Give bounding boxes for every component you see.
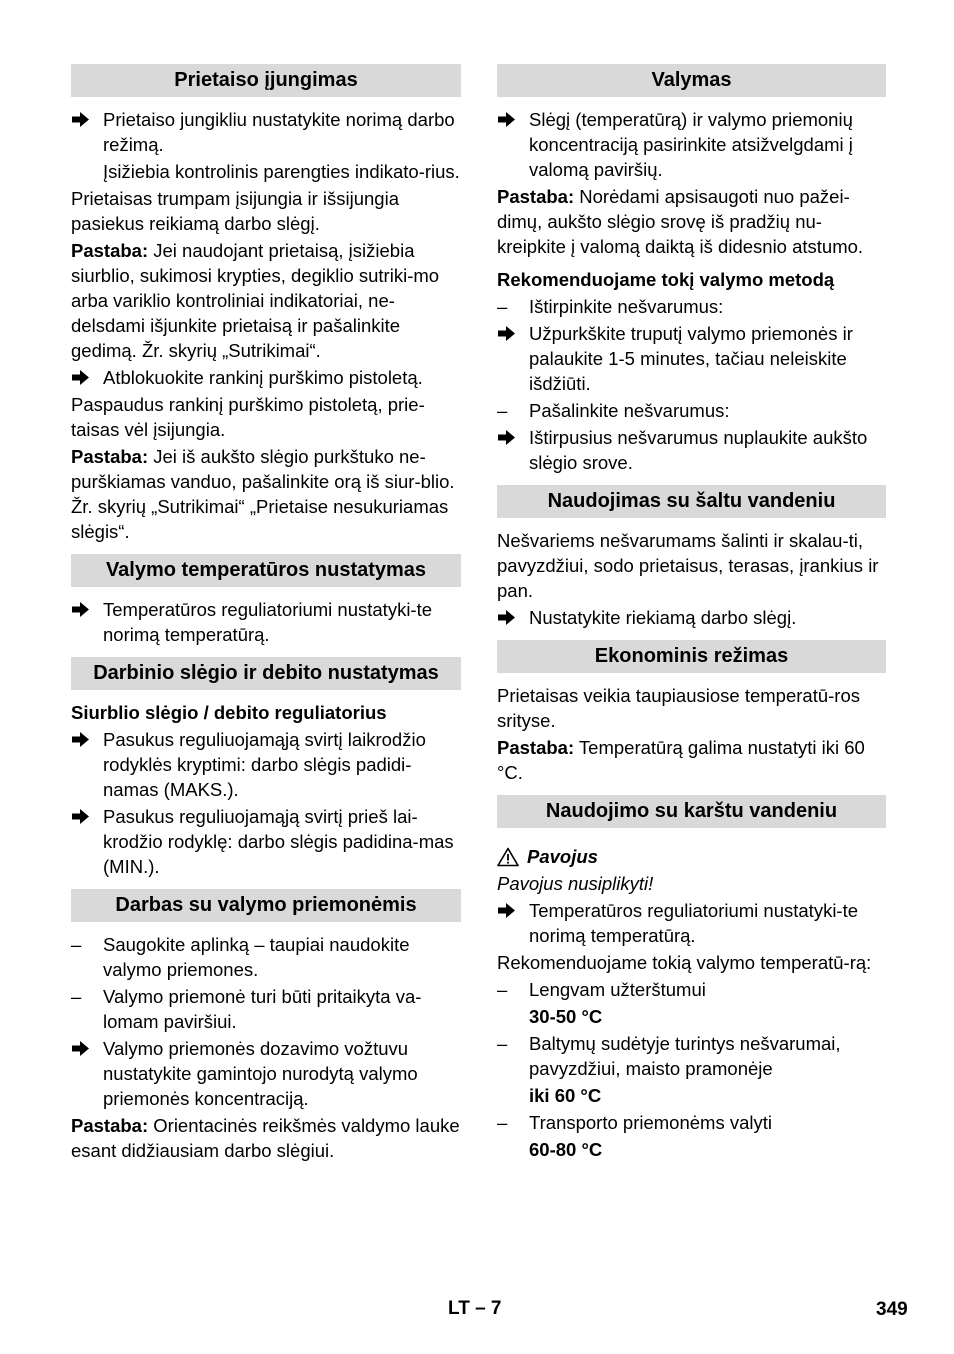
arrow-right-icon (497, 425, 529, 475)
note-paragraph: Pastaba: Orientacinės reikšmės valdymo lauke esant didžiausiam darbo slėgiui. (71, 1115, 460, 1161)
dash-bullet: – (497, 1033, 508, 1054)
temperature-value: 60-80 °C (529, 1139, 603, 1160)
left-column (71, 64, 461, 1165)
instruction-item: Pasukus reguliuojamąją svirtį laikrodžio rodyklės kryptimi: darbo slėgis padidi-namas (MAKS.). (71, 727, 461, 802)
paragraph: Paspaudus rankinį purškimo pistoletą, prie-taisas vėl įsijungia. (71, 394, 425, 440)
dash-bullet: – (497, 979, 508, 1000)
instruction-item: Ištirpusius nešvarumus nuplaukite aukšto slėgio srove. (497, 425, 886, 475)
dash-item: – Valymo priemonė turi būti pritaikyta va-lomam paviršiui. (71, 986, 422, 1032)
dash-bullet: – (497, 1112, 508, 1133)
danger-warning: Pavojus (497, 844, 886, 869)
arrow-right-icon (497, 107, 529, 182)
dash-bullet: – (497, 400, 508, 421)
instruction-item: Valymo priemonės dozavimo vožtuvu nustatykite gamintojo nurodytą valymo priemonės koncentraciją. (71, 1036, 461, 1111)
dash-item: – Baltymų sudėtyje turintys nešvarumai, pavyzdžiui, maisto pramonėje (497, 1033, 841, 1079)
arrow-right-icon (497, 605, 529, 630)
arrow-right-icon (71, 107, 103, 157)
arrow-right-icon (71, 597, 103, 647)
note-paragraph: Pastaba: Jei iš aukšto slėgio purkštuko ne-purškiamas vanduo, pašalinkite orą iš siur-blio. Žr. skyrių „Sutrikimai“ „Prietaise nesukuriamas slėgis“. (71, 446, 455, 542)
arrow-right-icon (71, 727, 103, 802)
subheading: Siurblio slėgio / debito reguliatorius (71, 702, 387, 723)
paragraph: Prietaisas trumpam įsijungia ir išsijungia pasiekus reikiamą darbo slėgį. (71, 188, 399, 234)
note-paragraph: Pastaba: Norėdami apsisaugoti nuo pažei-dimų, aukšto slėgio srovę iš pradžių nu-kreipkite į valomą daiktą iš didesnio atstumo. (497, 186, 864, 257)
instruction-item: Temperatūros reguliatoriumi nustatyki-te norimą temperatūrą. (497, 898, 886, 948)
dash-bullet: – (71, 986, 82, 1007)
instruction-item: Atblokuokite rankinį purškimo pistoletą. (71, 365, 461, 390)
arrow-right-icon (497, 898, 529, 948)
instruction-item: Slėgį (temperatūrą) ir valymo priemonių koncentraciją pasirinkite atsižvelgdami į valomą paviršių. (497, 107, 886, 182)
paragraph: Prietaisas veikia taupiausiose temperatū-ros srityse. (497, 685, 860, 731)
arrow-right-icon (71, 1036, 103, 1111)
instruction-item: Užpurkškite truputį valymo priemonės ir palaukite 1-5 minutes, tačiau neleiskite išdžiūti. (497, 321, 886, 396)
section-title-cleaning: Valymas (497, 64, 886, 97)
instruction-item: Prietaiso jungikliu nustatykite norimą darbo režimą. (71, 107, 461, 157)
dash-item: – Saugokite aplinką – taupiai naudokite valymo priemones. (71, 934, 410, 980)
section-title-cleaning-temperature: Valymo temperatūros nustatymas (71, 554, 461, 587)
subheading: Rekomenduojame tokį valymo metodą (497, 269, 835, 290)
arrow-right-icon (71, 804, 103, 879)
section-title-hot-water: Naudojimo su karštu vandeniu (497, 795, 886, 828)
temperature-value: 30-50 °C (529, 1006, 603, 1027)
indicator-note: Įsižiebia kontrolinis parengties indikato-rius. (103, 161, 460, 182)
dash-bullet: – (497, 296, 508, 317)
section-title-device-power-on: Prietaiso įjungimas (71, 64, 461, 97)
warning-text: Pavojus nusiplikyti! (497, 873, 654, 894)
dash-item: – Lengvam užterštumui (497, 979, 706, 1000)
dash-item: – Transporto priemonėms valyti (497, 1112, 772, 1133)
paragraph: Rekomenduojame tokią valymo temperatū-rą: (497, 952, 872, 973)
section-title-eco-mode: Ekonominis režimas (497, 640, 886, 673)
dash-item: – Ištirpinkite nešvarumus: (497, 296, 724, 317)
instruction-item: Nustatykite riekiamą darbo slėgį. (497, 605, 886, 630)
section-title-cold-water: Naudojimas su šaltu vandeniu (497, 485, 886, 518)
note-paragraph: Pastaba: Temperatūrą galima nustatyti iki 60 °C. (497, 737, 865, 783)
warning-triangle-icon (497, 847, 519, 867)
footer-language-page: LT – 7 (448, 1298, 502, 1319)
temperature-value: iki 60 °C (529, 1085, 602, 1106)
section-title-pressure-flow: Darbinio slėgio ir debito nustatymas (71, 657, 461, 690)
right-column (497, 64, 886, 1164)
page-number: 349 (876, 1299, 908, 1320)
section-title-detergents: Darbas su valymo priemonėmis (71, 889, 461, 922)
instruction-item: Temperatūros reguliatoriumi nustatyki-te norimą temperatūrą. (71, 597, 461, 647)
note-paragraph: Pastaba: Jei naudojant prietaisą, įsižiebia siurblio, sukimosi krypties, degiklio sutriki-mo arba variklio kontroliniai indikatoriai, ne-delsdami išjunkite prietaisą ir pašalinkite gedimą. Žr. skyrių „Sutrikimai“. (71, 240, 440, 361)
dash-item: – Pašalinkite nešvarumus: (497, 400, 730, 421)
arrow-right-icon (497, 321, 529, 396)
dash-bullet: – (71, 934, 82, 955)
paragraph: Nešvariems nešvarumams šalinti ir skalau-ti, pavyzdžiui, sodo prietaisus, terasas, įrankius ir pan. (497, 530, 879, 601)
instruction-item: Pasukus reguliuojamąją svirtį prieš lai-krodžio rodyklę: darbo slėgis padidina-mas (MIN.). (71, 804, 461, 879)
arrow-right-icon (71, 365, 103, 390)
